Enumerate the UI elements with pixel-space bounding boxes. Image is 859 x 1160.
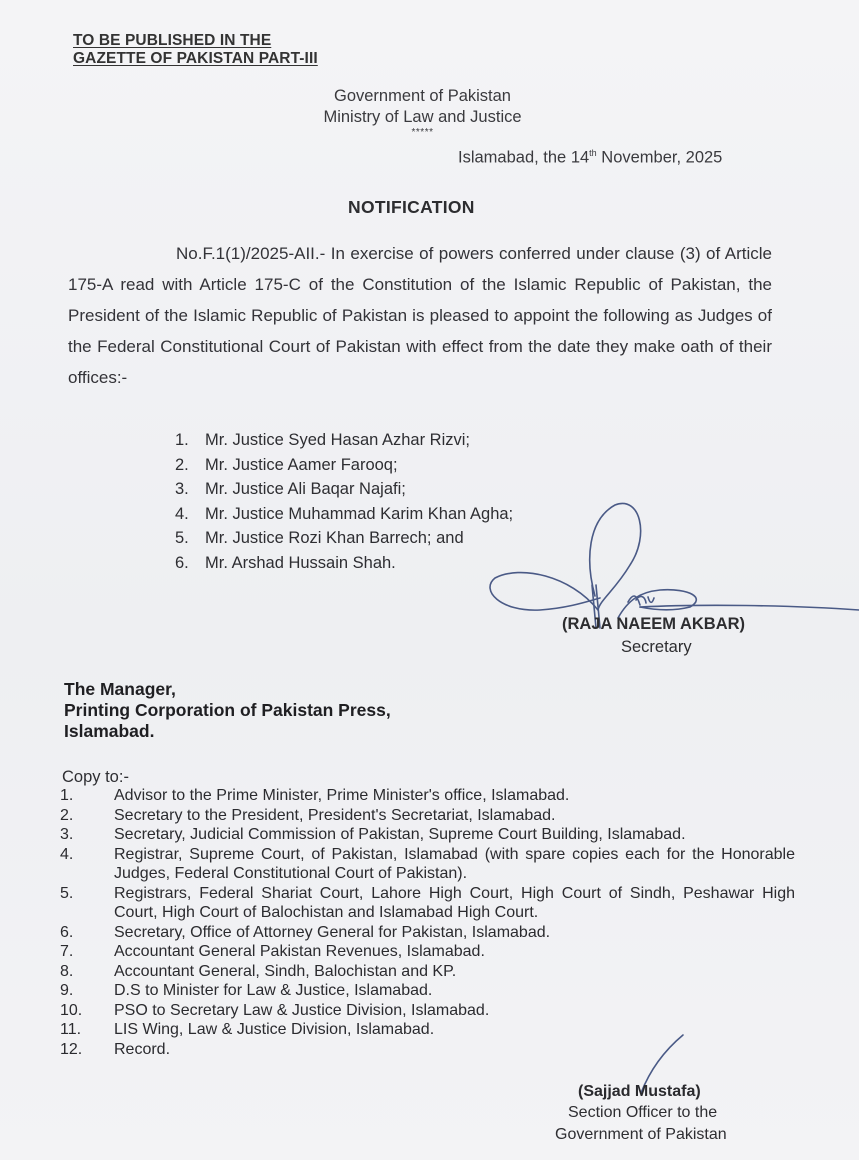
judge-name: Mr. Justice Ali Baqar Najafi; xyxy=(205,480,406,498)
notification-body xyxy=(68,238,772,393)
date-prefix: Islamabad, the 14 xyxy=(458,148,590,167)
date-ordinal: th xyxy=(589,148,597,158)
recipient-text: Accountant General, Sindh, Balochistan and KP. xyxy=(114,962,457,980)
secretary-name: (RAJA NAEEM AKBAR) xyxy=(562,615,746,633)
list-number: 5. xyxy=(175,529,189,547)
recipient-text: Secretary to the President, President's Secretariat, Islamabad. xyxy=(114,806,556,824)
recipient-text: PSO to Secretary Law & Justice Division, Islamabad. xyxy=(114,1001,490,1019)
recipient-text: D.S to Minister for Law & Justice, Islamabad. xyxy=(114,982,433,999)
list-item xyxy=(175,477,513,502)
judge-name: Mr. Justice Aamer Farooq; xyxy=(205,455,398,474)
letterhead xyxy=(0,86,845,138)
list-item xyxy=(60,942,795,962)
ministry-name: Ministry of Law and Justice xyxy=(323,108,522,126)
list-number: 2. xyxy=(60,806,74,824)
judge-name: Mr. Arshad Hussain Shah. xyxy=(205,553,396,572)
gazette-line-1: TO BE PUBLISHED IN THE xyxy=(73,32,272,49)
list-item xyxy=(60,1001,795,1021)
list-item xyxy=(60,825,795,845)
addressee-line-2: Printing Corporation of Pakistan Press, xyxy=(64,700,391,720)
list-number: 11. xyxy=(60,1021,82,1038)
government-name: Government of Pakistan xyxy=(333,87,511,105)
list-item xyxy=(175,526,513,551)
issue-date xyxy=(458,148,722,168)
list-number: 6. xyxy=(60,923,74,941)
list-item xyxy=(175,551,513,576)
addressee-line-1: The Manager, xyxy=(64,679,176,699)
judge-name: Mr. Justice Rozi Khan Barrech; and xyxy=(205,529,464,547)
list-number: 2. xyxy=(175,455,189,474)
recipient-text: Registrars, Federal Shariat Court, Lahore High Court, High Court of Sindh, Peshawar High Court, High Court of Balochistan and Islamabad High Court. xyxy=(114,884,795,921)
judge-name: Mr. Justice Syed Hasan Azhar Rizvi; xyxy=(205,431,471,449)
list-number: 5. xyxy=(60,884,74,902)
date-suffix: November, 2025 xyxy=(596,148,723,167)
list-number: 1. xyxy=(175,431,189,449)
section-officer-name: (Sajjad Mustafa) xyxy=(578,1083,701,1100)
list-item xyxy=(175,428,513,453)
recipient-text: Advisor to the Prime Minister, Prime Minister's office, Islamabad. xyxy=(114,787,570,804)
secretary-title: Secretary xyxy=(621,638,692,656)
judges-list xyxy=(175,428,513,575)
list-item xyxy=(60,845,795,884)
notification-paragraph: No.F.1(1)/2025-AII.- In exercise of powers conferred under clause (3) of Article 175-A read with Article 175-C of the Constitution of the Islamic Republic of Pakistan, the President of the Islamic Republic of Pakistan is pleased to appoint the following as Judges of the Federal Constitutional Court of Pakistan with effect from the date they make oath of their offices:- xyxy=(68,244,772,387)
gazette-publication-note xyxy=(73,32,318,68)
list-item xyxy=(175,502,513,527)
list-number: 9. xyxy=(60,982,74,999)
copy-to-label: Copy to:- xyxy=(62,768,129,786)
list-number: 1. xyxy=(60,787,74,804)
judge-name: Mr. Justice Muhammad Karim Khan Agha; xyxy=(205,504,514,523)
list-number: 3. xyxy=(175,480,189,498)
section-officer-title-line-2: Government of Pakistan xyxy=(555,1126,727,1143)
list-item xyxy=(60,806,795,826)
gazette-line-2: GAZETTE OF PAKISTAN PART-III xyxy=(73,50,318,67)
list-item xyxy=(60,884,795,923)
recipient-text: Registrar, Supreme Court, of Pakistan, Islamabad (with spare copies each for the Honorable Judges, Federal Constitutional Court of Pakistan). xyxy=(114,845,795,882)
list-number: 3. xyxy=(60,826,74,843)
recipient-text: Secretary, Judicial Commission of Pakistan, Supreme Court Building, Islamabad. xyxy=(114,826,686,843)
list-item xyxy=(60,962,795,982)
document-title: NOTIFICATION xyxy=(348,197,475,217)
addressee-line-3: Islamabad. xyxy=(64,721,155,741)
recipient-text: LIS Wing, Law & Justice Division, Islamabad. xyxy=(114,1021,435,1038)
list-number: 4. xyxy=(175,504,189,523)
list-item xyxy=(60,1040,795,1060)
section-officer-title-line-1: Section Officer to the xyxy=(568,1104,718,1121)
list-number: 6. xyxy=(175,553,189,572)
list-item xyxy=(60,786,795,806)
list-number: 8. xyxy=(60,962,74,980)
separator-stars: ***** xyxy=(411,127,434,138)
recipient-text: Accountant General Pakistan Revenues, Islamabad. xyxy=(114,943,485,960)
addressee-block xyxy=(64,679,391,742)
list-number: 10. xyxy=(60,1001,83,1019)
recipient-text: Record. xyxy=(114,1040,171,1058)
list-number: 7. xyxy=(60,943,74,960)
list-number: 4. xyxy=(60,845,74,863)
recipient-text: Secretary, Office of Attorney General for Pakistan, Islamabad. xyxy=(114,923,551,941)
list-item xyxy=(60,923,795,943)
copy-to-list xyxy=(60,786,795,1059)
list-item xyxy=(175,453,513,478)
list-item xyxy=(60,1020,795,1040)
list-number: 12. xyxy=(60,1040,83,1058)
list-item xyxy=(60,981,795,1001)
